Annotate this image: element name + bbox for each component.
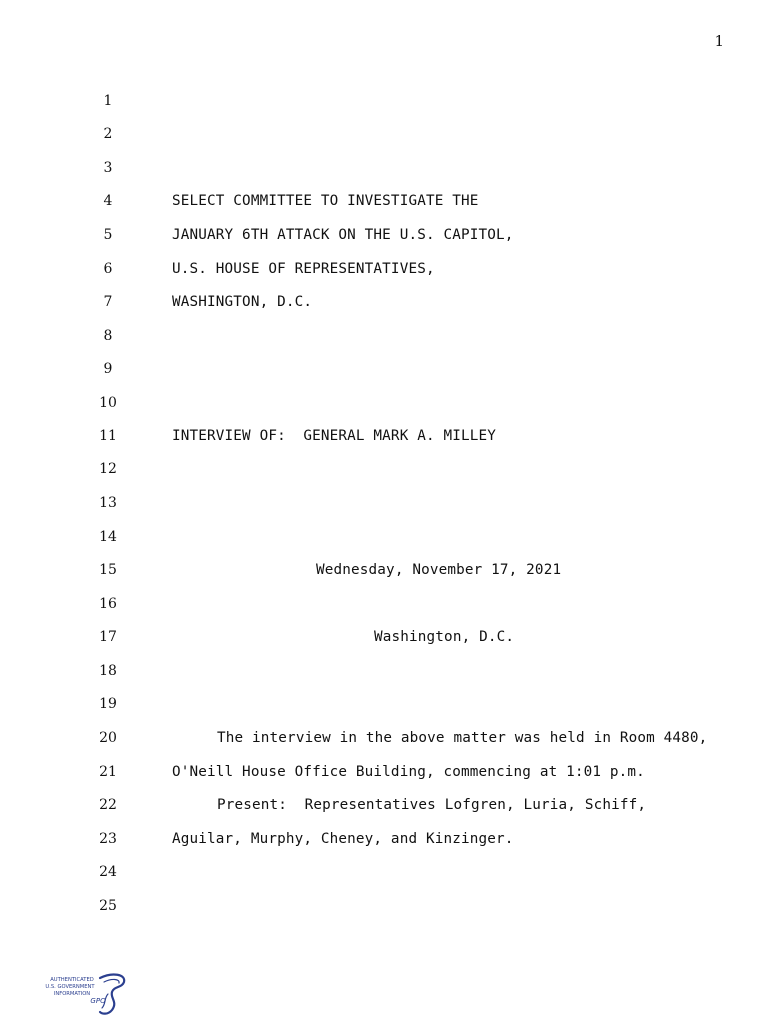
transcript-line [0, 291, 768, 313]
line-number: 7 [103, 294, 113, 310]
eagle-wing-icon [100, 975, 124, 1014]
seal-text: U.S. GOVERNMENT [45, 984, 95, 990]
line-number: 4 [103, 193, 113, 209]
line-number: 9 [103, 361, 113, 377]
line-number: 22 [99, 797, 117, 813]
seal-text: INFORMATION [53, 991, 91, 997]
transcript-line [0, 895, 768, 917]
transcript-line [0, 358, 768, 380]
interview-location: Washington, D.C. [374, 629, 515, 645]
transcript-line [0, 123, 768, 145]
committee-title-line: JANUARY 6TH ATTACK ON THE U.S. CAPITOL, [172, 227, 514, 243]
body-text-line: The interview in the above matter was held in Room 4480, [217, 730, 708, 746]
transcript-line [0, 492, 768, 514]
transcript-line [0, 458, 768, 480]
line-number: 10 [99, 395, 117, 411]
line-number: 25 [99, 898, 117, 914]
seal-text: AUTHENTICATED [50, 977, 94, 983]
line-number: 18 [99, 663, 117, 679]
line-number: 11 [99, 428, 117, 444]
seal-text: GPO [90, 997, 106, 1005]
body-text-line: Aguilar, Murphy, Cheney, and Kinzinger. [172, 831, 514, 847]
body-text-line: Present: Representatives Lofgren, Luria, Schiff, [217, 797, 647, 813]
line-number: 2 [103, 126, 113, 142]
transcript-line [0, 861, 768, 883]
line-number: 17 [99, 629, 117, 645]
transcript-line [0, 526, 768, 548]
transcript-line [0, 593, 768, 615]
line-number: 5 [103, 227, 113, 243]
transcript-line [0, 190, 768, 212]
line-number: 23 [99, 831, 117, 847]
transcript-line [0, 258, 768, 280]
line-number: 19 [99, 696, 117, 712]
interview-date: Wednesday, November 17, 2021 [316, 562, 562, 578]
page-number: 1 [714, 32, 724, 50]
transcript-line [0, 828, 768, 850]
line-number: 13 [99, 495, 117, 511]
transcript-line [0, 392, 768, 414]
committee-location-line: WASHINGTON, D.C. [172, 294, 313, 310]
line-number: 8 [103, 328, 113, 344]
line-number: 24 [99, 864, 117, 880]
transcript-line [0, 157, 768, 179]
body-text-line: O'Neill House Office Building, commencing at 1:01 p.m. [172, 764, 645, 780]
transcript-line [0, 559, 768, 581]
line-number: 6 [103, 261, 113, 277]
transcript-line [0, 693, 768, 715]
line-number: 16 [99, 596, 117, 612]
line-number: 12 [99, 461, 117, 477]
transcript-line [0, 727, 768, 749]
line-number: 3 [103, 160, 113, 176]
transcript-line [0, 325, 768, 347]
transcript-line [0, 90, 768, 112]
eagle-wing-icon [104, 979, 119, 983]
gpo-authentication-seal-icon [42, 972, 130, 1016]
line-number: 20 [99, 730, 117, 746]
transcript-line [0, 224, 768, 246]
transcript-line [0, 425, 768, 447]
line-number: 14 [99, 529, 117, 545]
line-number: 21 [99, 764, 117, 780]
transcript-line [0, 660, 768, 682]
transcript-line [0, 626, 768, 648]
committee-title-line: SELECT COMMITTEE TO INVESTIGATE THE [172, 193, 479, 209]
line-number: 15 [99, 562, 117, 578]
committee-house-line: U.S. HOUSE OF REPRESENTATIVES, [172, 261, 435, 277]
transcript-line [0, 761, 768, 783]
interview-subject: INTERVIEW OF: GENERAL MARK A. MILLEY [172, 428, 497, 444]
transcript-line [0, 794, 768, 816]
line-number: 1 [103, 93, 113, 109]
